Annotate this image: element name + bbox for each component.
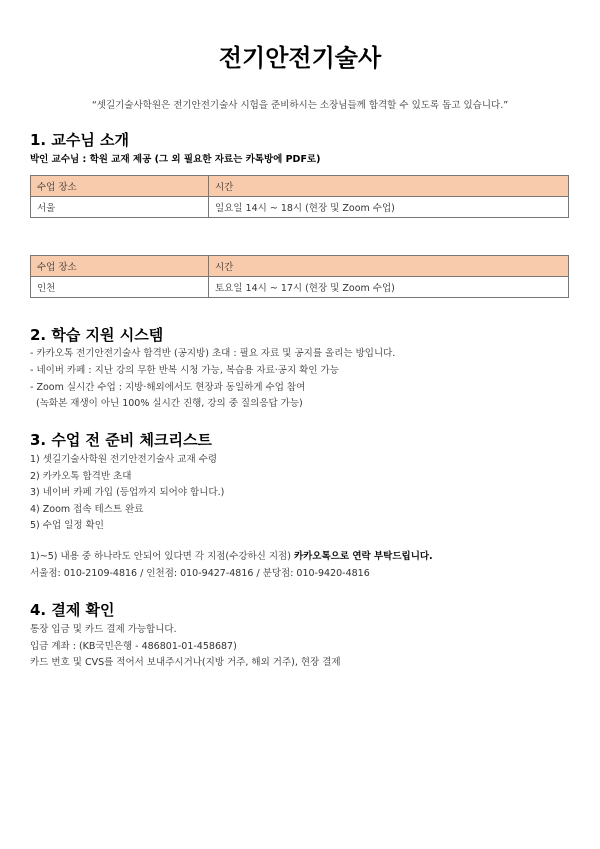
payment-line: 카드 번호 및 CVS를 적어서 보내주시거나(지방 거주, 해외 거주), 현장 결제 [30,657,341,668]
professor-intro: 박인 교수님 : 학원 교재 제공 (그 외 필요한 자료는 카톡방에 PDF로) [30,154,321,165]
support-line: - Zoom 실시간 수업 : 지방·해외에서도 현장과 동일하게 수업 참여 [30,382,306,393]
section-3-heading: 3. 수업 전 준비 체크리스트 [30,431,212,449]
checklist-item: 2) 카카오톡 합격반 초대 [30,471,132,482]
support-line: - 카카오톡 전기안전기술사 합격반 (공지방) 초대 : 필요 자료 및 공지를 올리는 방입니다. [30,348,396,359]
checklist-item: 1) 셋길기술사학원 전기안전기술사 교재 수령 [30,454,218,465]
header-location: 수업 장소 [31,176,209,197]
contact-note-text: 1)~5) 내용 중 하나라도 안되어 있다면 각 지점(수강하신 지점) [30,551,294,562]
section-4-heading: 4. 결제 확인 [30,601,115,619]
schedule-table-seoul [30,175,569,218]
payment-line: 입금 계좌 : (KB국민은행 - 486801-01-458687) [30,641,237,652]
cell-time: 토요일 14시 ~ 17시 (현장 및 Zoom 수업) [209,277,569,298]
payment-line: 통장 입금 및 카드 결제 가능합니다. [30,624,177,635]
header-time: 시간 [209,256,569,277]
cell-location: 서울 [31,197,209,218]
branch-contacts: 서울점: 010-2109-4816 / 인천점: 010-9427-4816 / 분당점: 010-9420-4816 [30,568,370,579]
section-2-heading: 2. 학습 지원 시스템 [30,326,164,344]
cell-location: 인천 [31,277,209,298]
schedule-table-incheon [30,255,569,298]
header-time: 시간 [209,176,569,197]
checklist-item: 3) 네이버 카페 가입 (등업까지 되어야 합니다.) [30,487,225,498]
contact-note [30,551,433,563]
contact-note-bold: 카카오톡으로 연락 부탁드립니다. [293,551,433,562]
header-location: 수업 장소 [31,256,209,277]
cell-time: 일요일 14시 ~ 18시 (현장 및 Zoom 수업) [209,197,569,218]
support-line: (녹화본 재생이 아닌 100% 실시간 진행, 강의 중 질의응답 가능) [30,398,303,409]
page-title: 전기안전기술사 [218,44,382,72]
checklist-item: 4) Zoom 접속 테스트 완료 [30,504,144,515]
support-line: - 네이버 카페 : 지난 강의 무한 반복 시청 가능, 복습용 자료·공지 확인 가능 [30,365,339,376]
section-1-heading: 1. 교수님 소개 [30,131,130,149]
checklist-item: 5) 수업 일정 확인 [30,520,104,531]
intro-quote: “셋길기술사학원은 전기안전기술사 시험을 준비하시는 소장님들께 합격할 수 있도록 돕고 있습니다.” [91,100,509,111]
